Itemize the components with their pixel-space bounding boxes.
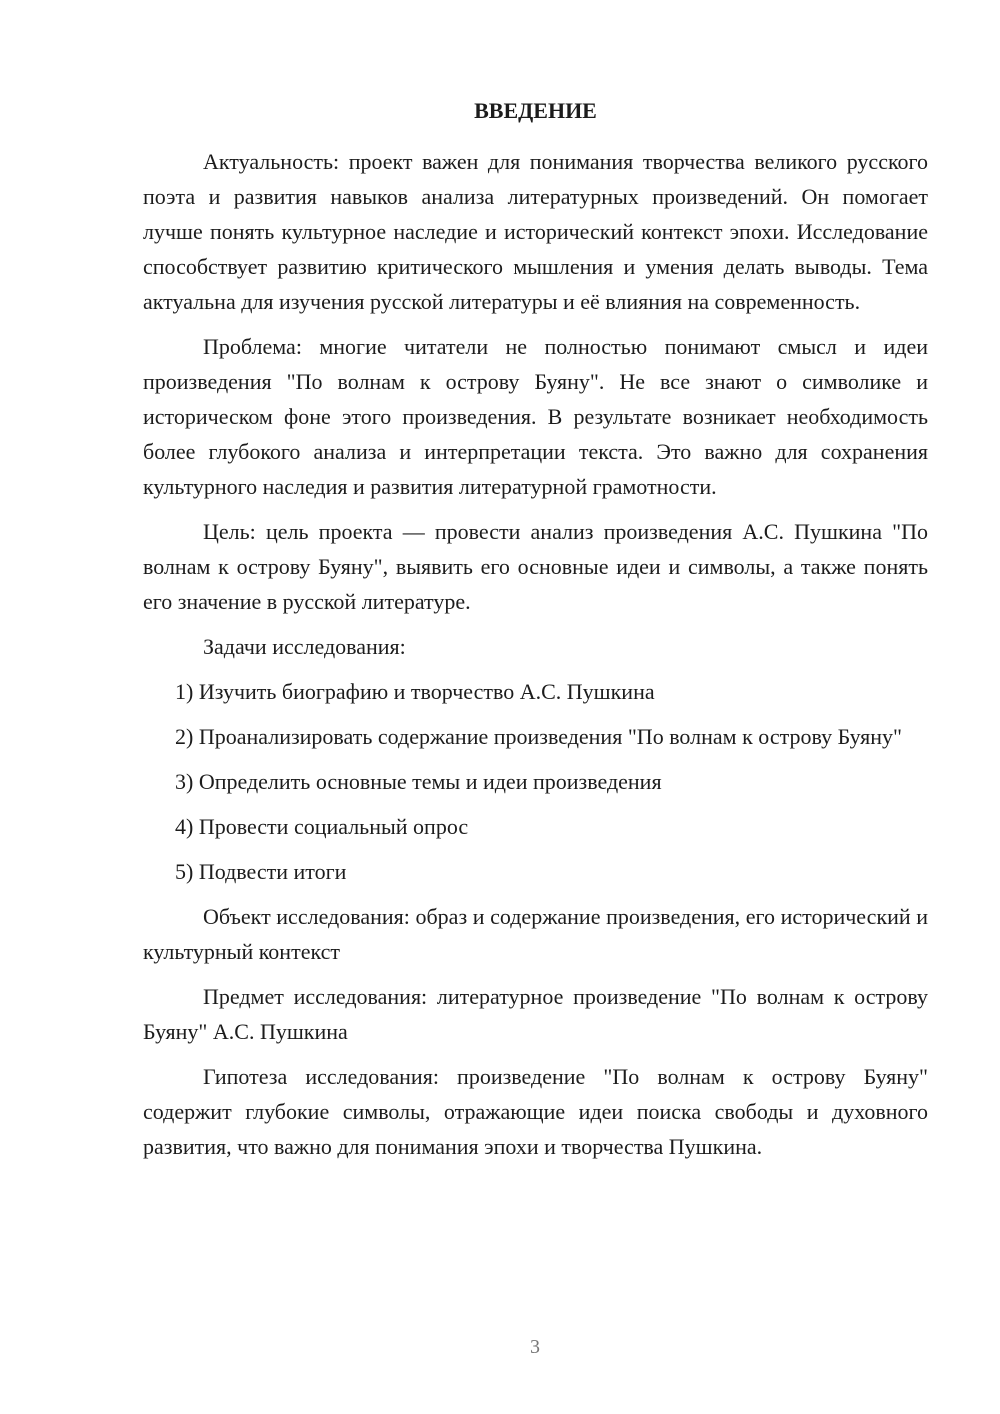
document-body xyxy=(143,144,928,1174)
task-item-5: 5) Подвести итоги xyxy=(175,859,347,884)
paragraph-problem: Проблема: многие читатели не полностью понимают смысл и идеи произведения "По волнам к острову Буяну". Не все знают о символике и историческом фоне этого произведения. В результате возникает необходимость более глубокого анализа и интерпретации текста. Это важно для сохранения культурного наследия и развития литературной грамотности. xyxy=(143,334,928,499)
paragraph-object: Объект исследования: образ и содержание произведения, его исторический и культурный контекст xyxy=(143,904,928,964)
page-number: 3 xyxy=(530,1336,540,1358)
paragraph-hypothesis: Гипотеза исследования: произведение "По волнам к острову Буяну" содержит глубокие символы, отражающие идеи поиска свободы и духовного развития, что важно для понимания эпохи и творчества Пушкина. xyxy=(143,1064,928,1159)
paragraph-relevance: Актуальность: проект важен для понимания творчества великого русского поэта и развития навыков анализа литературных произведений. Он помогает лучше понять культурное наследие и исторический контекст эпохи. Исследование способствует развитию критического мышления и умения делать выводы. Тема актуальна для изучения русской литературы и её влияния на современность. xyxy=(143,149,928,314)
tasks-heading: Задачи исследования: xyxy=(203,634,406,659)
section-title: ВВЕДЕНИЕ xyxy=(474,98,597,123)
paragraph-subject: Предмет исследования: литературное произведение "По волнам к острову Буяну" А.С. Пушкина xyxy=(143,984,928,1044)
task-item-1: 1) Изучить биографию и творчество А.С. Пушкина xyxy=(175,679,655,704)
paragraph-goal: Цель: цель проекта — провести анализ произведения А.С. Пушкина "По волнам к острову Буяну", выявить его основные идеи и символы, а также понять его значение в русской литературе. xyxy=(143,519,928,614)
task-item-4: 4) Провести социальный опрос xyxy=(175,814,469,839)
task-item-3: 3) Определить основные темы и идеи произведения xyxy=(175,769,662,794)
task-item-2: 2) Проанализировать содержание произведения "По волнам к острову Буяну" xyxy=(175,724,903,749)
